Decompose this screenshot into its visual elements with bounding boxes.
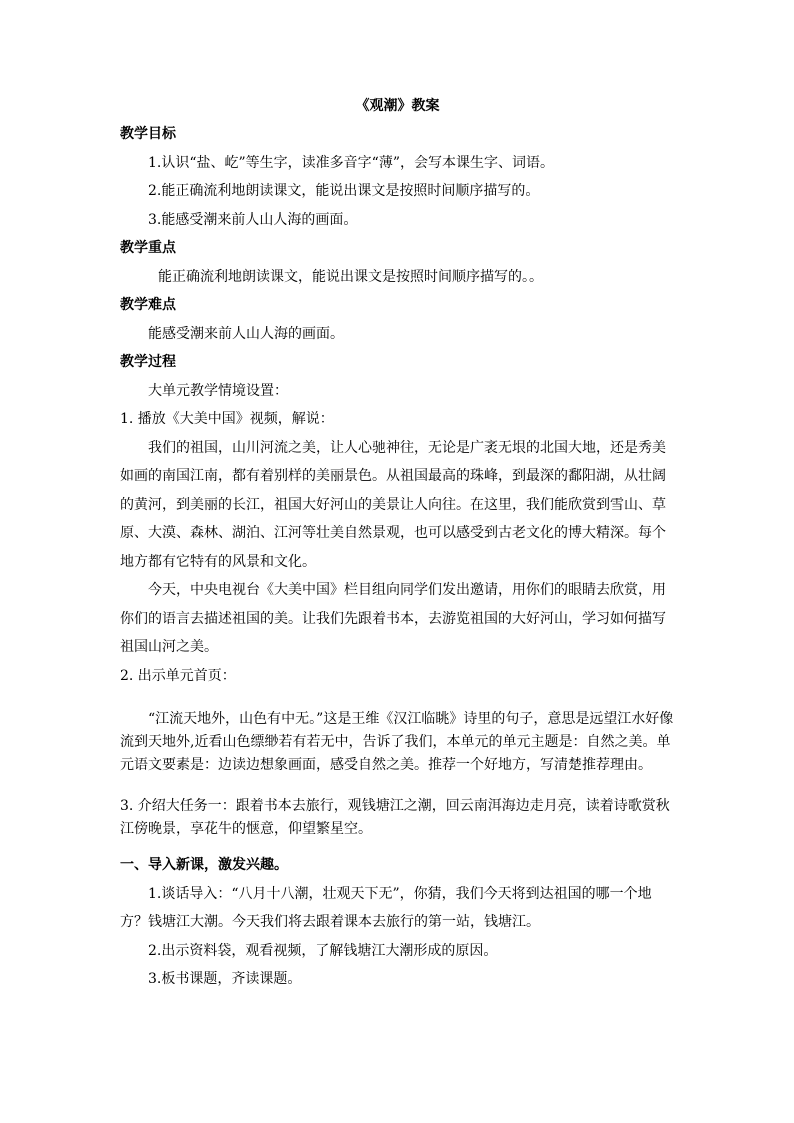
goals-heading: 教学目标 xyxy=(120,126,176,142)
process-step1-paragraph: 今天，中央电视台《大美中国》栏目组向同学们发出邀请，用你们的眼睛去欣赏，用你们的语言去描述祖国的美。让我们先跟着书本，去游览祖国的大好河山，学习如何描写祖国山河之美。 xyxy=(120,582,666,655)
goal-item: 3.能感受潮来前人山人海的画面。 xyxy=(148,211,358,228)
process-intro: 大单元教学情境设置： xyxy=(148,382,288,399)
process-step1-label: 1. 播放《大美中国》视频，解说： xyxy=(120,411,334,427)
process-heading: 教学过程 xyxy=(120,354,176,370)
goal-item: 1.认识“盐、屹”等生字，读准多音字“薄”，会写本课生字、词语。 xyxy=(148,154,554,171)
goal-item: 2.能正确流利地朗读课文，能说出课文是按照时间顺序描写的。 xyxy=(148,183,540,199)
part1-item: 2.出示资料袋，观看视频，了解钱塘江大潮形成的原因。 xyxy=(148,942,498,959)
paragraph-gap xyxy=(120,690,675,708)
part1-heading: 一、导入新课，激发兴趣。 xyxy=(120,857,288,873)
difficulties-text: 能感受潮来前人山人海的画面。 xyxy=(148,325,344,342)
document-title: 《观潮》教案 xyxy=(355,98,440,114)
process-step3-paragraph: 3. 介绍大任务一：跟着书本去旅行，观钱塘江之潮，回云南洱海边走月亮，读着诗歌赏秋江傍晚景，享花牛的惬意，仰望繁星空。 xyxy=(120,798,670,837)
difficulties-heading: 教学难点 xyxy=(120,297,176,313)
paragraph-gap xyxy=(120,777,675,795)
part1-item: 3.板书课题，齐读课题。 xyxy=(148,971,302,987)
document-body xyxy=(120,92,675,994)
process-step2-paragraph: “江流天地外，山色有中无。”这是王维《汉江临眺》诗里的句子，意思是远望江水好像流到天地外,近看山色缥缈若有若无中，告诉了我们，本单元的单元主题是：自然之美。单元语文要素是：边读边想象画面，感受自然之美。推荐一个好地方，写清楚推荐理由。 xyxy=(120,711,674,773)
process-step2-label: 2. 出示单元首页： xyxy=(120,667,236,684)
key-points-text: 能正确流利地朗读课文，能说出课文是按照时间顺序描写的。。 xyxy=(158,268,543,285)
part1-item: 1.谈话导入：“八月十八潮，壮观天下无”，你猜，我们今天将到达祖国的哪一个地方？钱塘江大潮。今天我们将去跟着课本去旅行的第一站，钱塘江。 xyxy=(120,885,652,930)
paragraph-gap xyxy=(120,841,675,851)
process-step1-paragraph: 我们的祖国，山川河流之美，让人心驰神往，无论是广袤无垠的北国大地，还是秀美如画的南国江南，都有着别样的美丽景色。从祖国最高的珠峰，到最深的鄱阳湖，从壮阔的黄河，到美丽的长江，祖国大好河山的美景让人向往。在这里，我们能欣赏到雪山、草原、大漠、森林、湖泊、江河等壮美自然景观，也可以感受到古老文化的博大精深。每个地方都有它特有的风景和文化。 xyxy=(120,439,666,570)
key-points-heading: 教学重点 xyxy=(120,240,176,256)
